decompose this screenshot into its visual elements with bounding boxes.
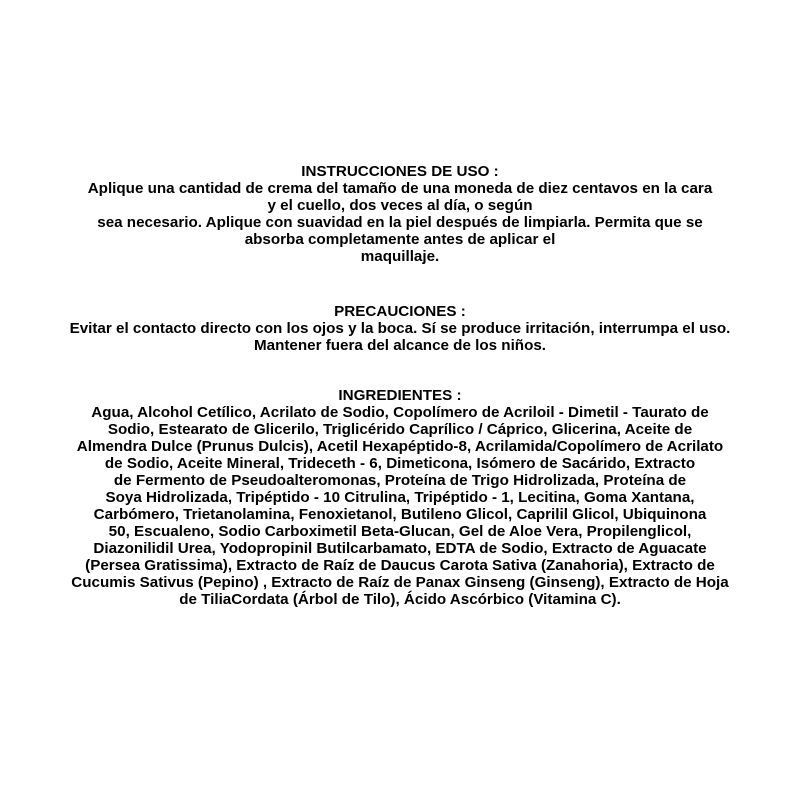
instructions-line: sea necesario. Aplique con suavidad en la piel después de limpiarla. Permita que se [97,214,703,231]
instructions-heading: INSTRUCCIONES DE USO : [301,163,499,180]
ingredients-line: Sodio, Estearato de Glicerilo, Triglicérido Caprílico / Cáprico, Glicerina, Aceite de [107,421,693,438]
ingredients-line: Almendra Dulce (Prunus Dulcis), Acetil Hexapéptido-8, Acrilamida/Copolímero de Acrilato [76,438,724,455]
precautions-heading: PRECAUCIONES : [334,303,466,320]
ingredients-line: de Fermento de Pseudoalteromonas, Proteína de Trigo Hidrolizada, Proteína de [113,472,687,489]
ingredients-line: Carbómero, Trietanolamina, Fenoxietanol, Butileno Glicol, Caprilil Glicol, Ubiquinona [93,506,707,523]
precautions-line: Mantener fuera del alcance de los niños. [253,337,547,354]
instructions-section [30,163,770,265]
instructions-line: Aplique una cantidad de crema del tamaño de una moneda de diez centavos en la cara [87,180,713,197]
ingredients-line: (Persea Gratissima), Extracto de Raíz de Daucus Carota Sativa (Zanahoria), Extracto de [85,557,715,574]
instructions-line: maquillaje. [360,248,440,265]
ingredients-line: Cucumis Sativus (Pepino) , Extracto de Raíz de Panax Ginseng (Ginseng), Extracto de Hoja [71,574,729,591]
ingredients-line: de TiliaCordata (Árbol de Tilo), Ácido Ascórbico (Vitamina C). [179,591,621,608]
ingredients-line: de Sodio, Aceite Mineral, Trideceth - 6, Dimeticona, Isómero de Sacárido, Extracto [104,455,696,472]
ingredients-line: 50, Escualeno, Sodio Carboximetil Beta-Glucan, Gel de Aloe Vera, Propilenglicol, [108,523,692,540]
ingredients-heading: INGREDIENTES : [338,387,462,404]
precautions-section [30,303,770,354]
instructions-line: absorba completamente antes de aplicar el [244,231,556,248]
precautions-line: Evitar el contacto directo con los ojos y la boca. Sí se produce irritación, interrumpa el uso. [69,320,731,337]
ingredients-line: Diazonilidil Urea, Yodopropinil Butilcarbamato, EDTA de Sodio, Extracto de Aguacate [93,540,707,557]
ingredients-section [30,387,770,608]
ingredients-line: Soya Hidrolizada, Tripéptido - 10 Citrulina, Tripéptido - 1, Lecitina, Goma Xantana, [105,489,695,506]
instructions-line: y el cuello, dos veces al día, o según [267,197,533,214]
ingredients-line: Agua, Alcohol Cetílico, Acrilato de Sodio, Copolímero de Acriloil - Dimetil - Taurato de [91,404,709,421]
